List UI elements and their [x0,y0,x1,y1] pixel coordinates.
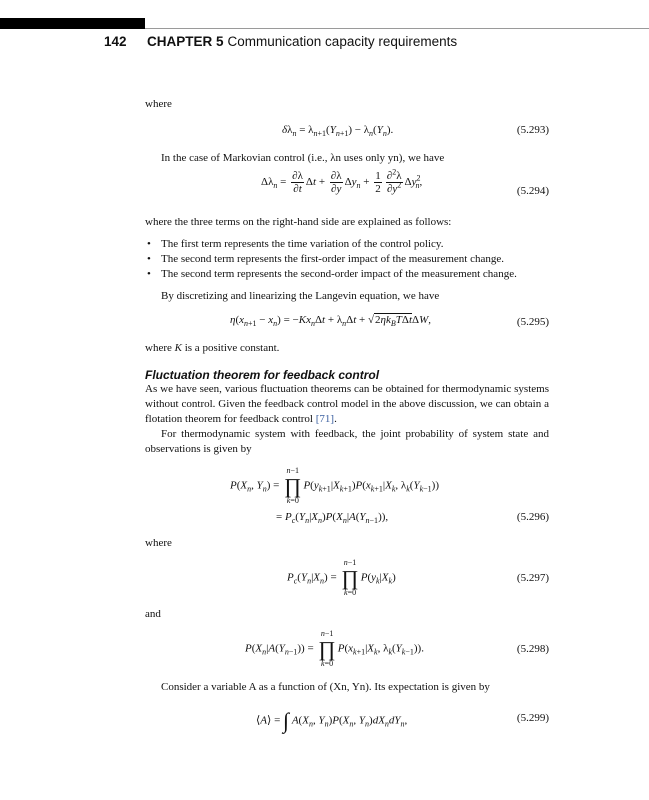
equation-5-296-line-1: $P(X_n$, $Y_n$) = n−1 ∏ k=0 $P(y_{k+1}|X_{k+1})P(x_{k+1}|X_k$, $\lambda_k(Y_{k-1})$) [230,466,439,505]
text-k-var: K [174,342,182,354]
equation-5-299: ⟨A⟩ = ∫ $A(X_n$, $Y_n)P(X_n$, $Y_n)dX_ndY_n$, [256,708,408,733]
text-terms-intro: where the three terms on the right-hand side are explained as follows: [145,216,452,228]
equation-number-5-299: (5.299) [516,712,549,724]
text-where-1: where [145,98,172,110]
bullet-list [145,237,549,282]
header-black-bar [0,18,145,29]
chapter-heading [147,34,457,49]
list-item: • The second term represents the second-order impact of the measurement change. [145,267,549,282]
text-langevin-intro: By discretizing and linearizing the Langevin equation, we have [161,290,440,302]
page-number: 142 [104,34,127,49]
equation-5-296-line-2: = $P_c(Y_n|X_n)P(X_n|A(Y_{n-1}))$, [276,511,389,526]
text-k-positive [145,341,549,356]
text-expectation-intro: Consider a variable A as a function of (Xn, Yn). Its expectation is given by [161,681,490,693]
equation-number-5-295: (5.295) [516,316,549,328]
text-k-b: is a positive constant. [184,342,280,354]
equation-number-5-298: (5.298) [516,643,549,655]
text-and: and [145,608,161,620]
chapter-title: Communication capacity requirements [227,34,458,49]
paragraph-joint-probability: For thermodynamic system with feedback, the joint probability of system state and observations is given by [145,428,549,455]
equation-number-5-296: (5.296) [516,511,549,523]
running-header [0,34,649,52]
section-heading: Fluctuation theorem for feedback control [145,368,380,382]
equation-5-295: $\eta(x_{n+1} - x_n) = -Kx_n\Delta t + \lambda_n\Delta t + √2\eta k_BT\Delta t\Delta W$, [230,314,432,329]
equation-5-297: $P_c(Y_n|X_n)$ = n−1 ∏ k=0 $P(y_k|X_k)$ [287,558,396,597]
equation-5-298: $P(X_n|A(Y_{n-1}))$ = n−1 ∏ k=0 $P(x_{k+1}|X_k$, $\lambda_k(Y_{k-1})$). [245,629,424,668]
paragraph-fluctuation: As we have seen, various fluctuation theorems can be obtained for thermodynamic systems without control. Given the feedback control model in the above discussion, we can obtain a flotation theorem for feedback control [71]. [145,383,549,425]
citation-link[interactable]: [71] [315,413,335,425]
equation-5-294: $\Delta\lambda_n$ = $\frac{\partial\lambda}{\partial t}$ Δt + $\frac{\partial\lambda}{\partial y}$ $\Delta y_n$ + $\frac{1}{2}$ $\frac{\partial^2\lambda}{\partial y^2}$ $\Delta y^2_n$, [261,167,423,195]
equation-number-5-297: (5.297) [516,572,549,584]
header-rule [145,28,649,29]
equation-number-5-294: (5.294) [516,185,549,197]
text-where-2: where [145,537,172,549]
text-markovian-intro: In the case of Markovian control (i.e., λn uses only yn), we have [161,152,445,164]
equation-number-5-293: (5.293) [516,124,549,136]
list-item: • The second term represents the first-order impact of the measurement change. [145,252,549,267]
list-item: • The first term represents the time variation of the control policy. [145,237,549,252]
text-k-a: where [145,342,172,354]
chapter-label: CHAPTER 5 [147,34,224,49]
paragraph-fluctuation-text: As we have seen, various fluctuation theorems can be obtained for thermodynamic systems without control. Given the feedback control model in the above discussion, we can obtain a flotation theorem for feedback control [145,383,549,425]
equation-5-293: $\delta\lambda_n = \lambda_{n+1}(Y_{n+1}) - \lambda_n(Y_n)$. [282,124,394,139]
